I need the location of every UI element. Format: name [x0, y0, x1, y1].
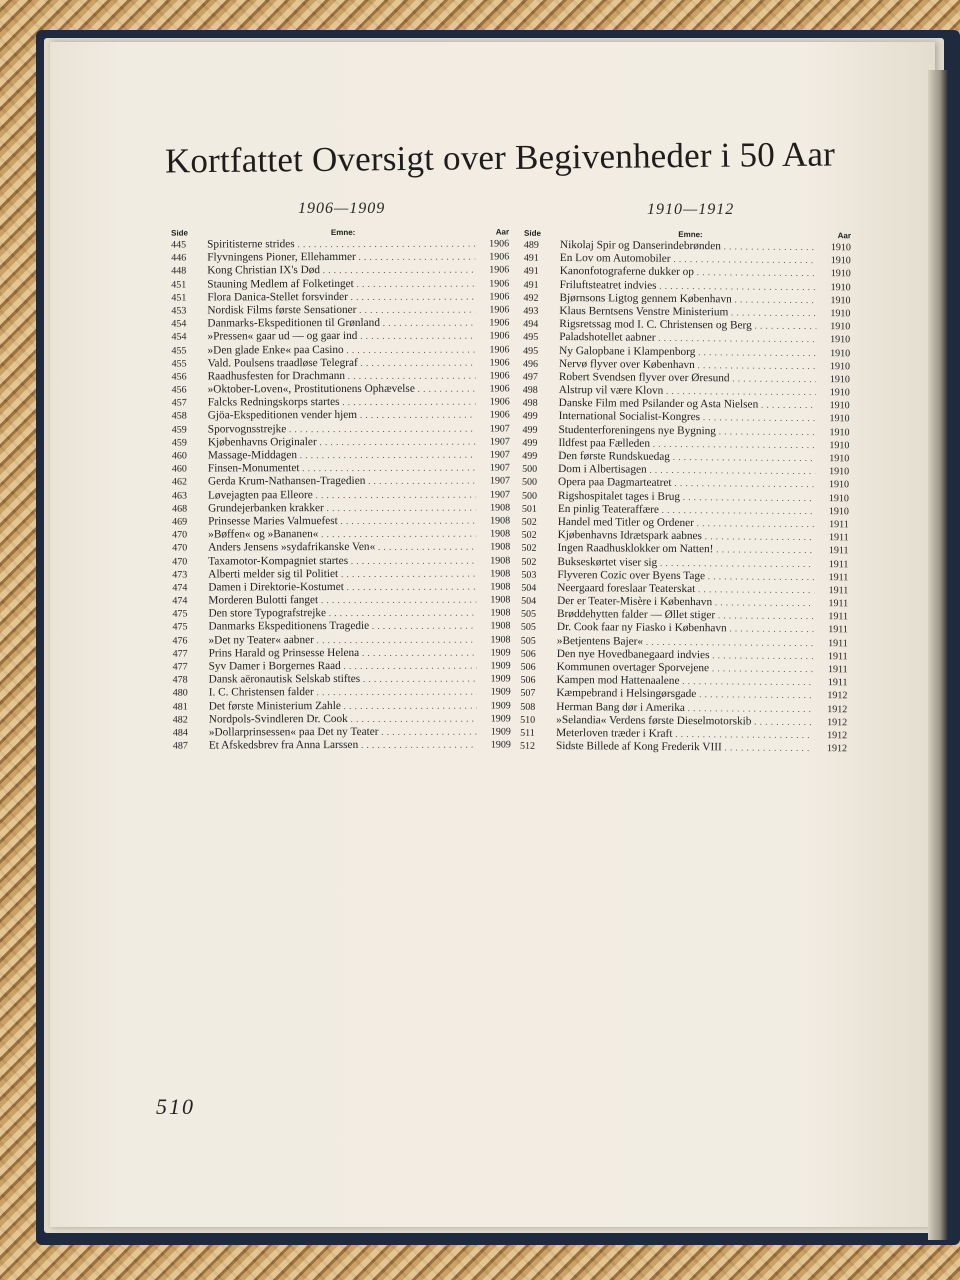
page-ref: 511 — [520, 727, 535, 739]
page-ref: 475 — [172, 621, 188, 634]
year: 1910 — [830, 321, 851, 333]
year: 1910 — [828, 492, 849, 504]
page-ref: 470 — [172, 529, 188, 541]
year: 1912 — [827, 716, 848, 729]
event-title: Handel med Titler og Ordener . . . — [552, 516, 815, 531]
table-row — [173, 659, 511, 673]
year: 1906 — [489, 251, 510, 263]
event-title: Løvejagten paa Elleore . . . — [202, 488, 476, 502]
event-title: »Betjentens Bajer« . . . — [551, 635, 814, 650]
year: 1911 — [828, 637, 848, 649]
year: 1906 — [489, 317, 510, 329]
event-title: Nervø flyver over København . . . — [553, 358, 816, 373]
year: 1907 — [489, 423, 510, 435]
year: 1910 — [830, 242, 851, 254]
event-title: Rigsretssag mod I. C. Christensen og Berg . . . — [553, 318, 816, 333]
page-ref: 460 — [171, 450, 187, 462]
page-ref: 505 — [520, 622, 536, 634]
event-title: Neergaard foreslaar Teaterskat . . . — [551, 582, 814, 597]
page-ref: 475 — [172, 608, 188, 620]
side-header: Side — [523, 228, 541, 238]
event-title: Massage-Middagen . . . — [202, 449, 476, 463]
event-title: Spiritisterne strides . . . — [201, 238, 475, 252]
year: 1906 — [489, 330, 510, 342]
event-title: Dr. Cook faar ny Fiasko i København . . . — [551, 621, 814, 636]
year: 1907 — [489, 436, 510, 448]
page-ref: 508 — [520, 701, 536, 713]
year: 1910 — [829, 413, 850, 425]
year: 1906 — [489, 370, 510, 382]
year: 1909 — [490, 739, 511, 751]
event-title: »Dollarprinsessen« paa Det ny Teater . . . — [203, 725, 477, 739]
event-title: En pinlig Teateraffære . . . — [552, 503, 815, 518]
left-column-header — [171, 227, 509, 237]
year: 1909 — [490, 673, 511, 685]
page-ref: 500 — [521, 490, 538, 502]
page-ref: 502 — [521, 556, 537, 568]
event-title: Ny Galopbane i Klampenborg . . . — [553, 344, 816, 359]
year: 1910 — [830, 294, 851, 307]
year: 1911 — [829, 519, 849, 531]
year: 1908 — [490, 515, 511, 527]
year: 1910 — [830, 255, 851, 267]
year: 1912 — [827, 690, 848, 702]
year: 1906 — [489, 357, 510, 369]
event-title: »Den glade Enke« paa Casino . . . — [201, 343, 475, 357]
year: 1912 — [827, 703, 848, 715]
year: 1910 — [829, 439, 850, 452]
left-column — [171, 227, 511, 752]
event-title: Vald. Poulsens traadløse Telegraf . . . — [202, 356, 476, 370]
event-title: Dom i Albertisagen . . . — [552, 463, 815, 478]
event-title: Det første Ministerium Zahle . . . — [203, 699, 477, 713]
year: 1908 — [490, 594, 511, 606]
page-ref: 504 — [521, 595, 537, 607]
year: 1909 — [490, 647, 511, 659]
event-title: Nordpols-Svindleren Dr. Cook . . . — [203, 712, 477, 726]
year: 1909 — [490, 686, 511, 698]
page-ref: 454 — [171, 331, 187, 343]
page-ref: 505 — [520, 608, 537, 621]
page-ref: 445 — [171, 239, 187, 251]
table-row — [172, 435, 510, 449]
event-title: Sidste Billede af Kong Frederik VIII . . . — [550, 740, 813, 755]
table-row — [171, 330, 509, 344]
year: 1912 — [827, 730, 848, 742]
emne-header: Emne: — [678, 229, 703, 240]
page-ref: 502 — [521, 516, 537, 528]
year: 1910 — [828, 505, 849, 518]
year: 1910 — [829, 360, 851, 372]
event-title: Raadhusfesten for Drachmann . . . — [202, 369, 476, 383]
event-title: Herman Bang dør i Amerika . . . — [550, 701, 813, 716]
event-title: Klaus Berntsens Venstre Ministerium . . . — [553, 305, 816, 320]
event-title: Taxamotor-Kompagniet startes . . . — [202, 554, 476, 568]
year: 1910 — [830, 334, 851, 346]
table-row — [171, 277, 509, 291]
year: 1910 — [829, 479, 850, 491]
page-ref: 494 — [523, 318, 539, 330]
event-title: Opera paa Dagmarteatret . . . — [552, 476, 815, 491]
year: 1911 — [828, 558, 849, 570]
table-row — [520, 740, 847, 756]
table-row — [172, 488, 510, 502]
table-row — [173, 712, 511, 726]
table-row — [172, 620, 510, 634]
table-row — [173, 699, 511, 713]
event-title: Dansk aëronautisk Selskab stiftes . . . — [203, 673, 477, 687]
event-title: Morderen Bulotti fanget . . . — [202, 594, 476, 608]
year: 1908 — [490, 502, 511, 514]
page-ref: 478 — [172, 674, 188, 686]
page-ref: 455 — [171, 345, 187, 357]
year: 1906 — [489, 409, 510, 421]
year: 1910 — [829, 400, 850, 412]
page-ref: 491 — [523, 279, 539, 291]
left-period-heading: 1906—1909 — [298, 200, 386, 217]
table-row — [173, 633, 511, 647]
page-ref: 506 — [520, 648, 536, 660]
page-ref: 489 — [523, 239, 539, 251]
event-title: Bukseskørtet viser sig . . . — [551, 555, 814, 570]
table-row — [172, 514, 510, 528]
event-title: Den første Rundskuedag . . . — [552, 450, 815, 465]
page-ref: 507 — [520, 688, 536, 700]
year: 1911 — [828, 571, 849, 583]
aar-header: Aar — [837, 231, 852, 241]
table-row — [172, 422, 510, 436]
page-ref: 506 — [520, 661, 536, 673]
year: 1908 — [490, 568, 511, 580]
event-title: Friluftsteatret indvies . . . — [554, 279, 817, 294]
year: 1911 — [828, 598, 849, 610]
event-title: Robert Svendsen flyver over Øresund . . . — [553, 371, 816, 386]
table-row — [171, 237, 509, 251]
table-row — [171, 317, 509, 331]
table-row — [173, 739, 511, 753]
event-title: »Bøffen« og »Bananen« . . . — [202, 528, 476, 542]
page-ref: 506 — [520, 674, 536, 687]
page-ref: 473 — [172, 569, 188, 581]
page-ref: 505 — [520, 635, 536, 647]
page-ref: 503 — [521, 569, 537, 581]
event-title: Anders Jensens »sydafrikanske Ven« . . . — [202, 541, 476, 555]
page-ref: 448 — [171, 265, 187, 277]
event-title: Den nye Hovedbanegaard indvies . . . — [551, 648, 814, 663]
page-ref: 482 — [172, 714, 188, 726]
event-title: Gerda Krum-Nathansen-Tragedien . . . — [202, 475, 476, 489]
page-ref: 462 — [171, 476, 187, 488]
table-row — [173, 725, 511, 739]
page-ref: 446 — [171, 252, 187, 264]
event-title: Prins Harald og Prinsesse Helena . . . — [203, 646, 477, 660]
page-ref: 487 — [172, 740, 188, 752]
year: 1908 — [490, 554, 511, 566]
event-title: Sporvognsstrejke . . . — [202, 422, 476, 436]
year: 1906 — [489, 343, 510, 355]
right-period-heading: 1910—1912 — [647, 201, 735, 218]
event-title: Brøddehytten falder — Øllet stiger . . . — [551, 608, 814, 623]
event-title: Gjöa-Ekspeditionen vender hjem . . . — [202, 409, 476, 423]
year: 1908 — [490, 607, 511, 619]
page-ref: 497 — [522, 371, 538, 383]
table-row — [171, 251, 509, 265]
table-row — [172, 567, 510, 581]
event-title: Syv Damer i Borgernes Raad . . . — [203, 660, 477, 674]
year: 1910 — [830, 347, 851, 359]
event-title: Kommunen overtager Sporvejene . . . — [551, 661, 814, 676]
page-ref: 499 — [522, 450, 538, 462]
page-ref: 504 — [521, 582, 537, 594]
event-title: Alberti melder sig til Politiet . . . — [202, 567, 476, 581]
page-ref: 500 — [522, 463, 538, 476]
page-ref: 502 — [521, 543, 537, 555]
page-ref: 492 — [523, 292, 539, 304]
year: 1907 — [489, 488, 511, 501]
event-title: Et Afskedsbrev fra Anna Larssen . . . — [203, 739, 477, 753]
year: 1908 — [490, 528, 511, 540]
aar-header: Aar — [495, 227, 510, 237]
event-title: Nordisk Films første Sensationer . . . — [201, 303, 475, 317]
table-row — [172, 541, 510, 555]
table-row — [171, 264, 509, 278]
event-title: Kæmpebrand i Helsingørsgade . . . — [550, 687, 813, 702]
page-ref: 457 — [171, 397, 187, 409]
year: 1906 — [489, 383, 510, 395]
event-title: En Lov om Automobiler . . . — [554, 252, 817, 267]
year: 1907 — [489, 462, 510, 474]
page-ref: 463 — [171, 490, 188, 502]
page-ref: 455 — [171, 358, 187, 370]
event-title: »Pressen« gaar ud — og gaar ind . . . — [201, 330, 475, 344]
table-row — [172, 448, 510, 462]
year: 1910 — [830, 281, 851, 293]
table-row — [172, 580, 510, 594]
page-ref: 498 — [522, 397, 538, 410]
table-row — [172, 409, 510, 423]
table-row — [173, 646, 511, 660]
table-row — [172, 475, 510, 489]
year: 1906 — [489, 396, 510, 408]
year: 1907 — [489, 449, 510, 461]
book-gutter — [928, 70, 948, 1240]
event-title: Der er Teater-Misère i København . . . — [551, 595, 814, 610]
table-row — [172, 593, 510, 607]
page-ref: 481 — [172, 701, 188, 713]
event-title: Paladshotellet aabner . . . — [553, 331, 816, 346]
page-ref: 469 — [172, 516, 188, 528]
page-ref: 480 — [172, 687, 188, 699]
year: 1906 — [489, 291, 510, 303]
year: 1911 — [828, 585, 849, 597]
table-row — [172, 369, 510, 383]
event-title: Kampen mod Hattenaalene . . . — [550, 674, 813, 689]
table-row — [172, 356, 510, 370]
page-ref: 459 — [171, 437, 187, 449]
year: 1907 — [489, 475, 510, 487]
event-title: Finsen-Monumentet . . . — [202, 462, 476, 476]
page-ref: 500 — [522, 477, 538, 489]
table-row — [172, 554, 510, 568]
year: 1911 — [827, 664, 848, 676]
year: 1908 — [490, 620, 511, 632]
table-row — [171, 290, 509, 304]
year: 1910 — [829, 387, 850, 399]
page-ref: 495 — [523, 332, 539, 344]
event-title: Den store Typografstrejke . . . — [202, 607, 476, 621]
event-title: Nikolaj Spir og Danserindebrønden . . . — [554, 239, 817, 254]
year: 1911 — [828, 650, 848, 663]
page-ref: 477 — [172, 661, 188, 673]
year: 1911 — [828, 624, 848, 636]
year: 1909 — [490, 726, 511, 738]
page-ref: 499 — [522, 424, 538, 436]
year: 1906 — [489, 277, 510, 290]
page-ref: 495 — [523, 345, 539, 357]
year: 1910 — [829, 466, 850, 478]
page-ref: 460 — [171, 463, 187, 475]
page-ref: 499 — [522, 411, 538, 423]
event-title: Damen i Direktorie-Kostumet . . . — [202, 580, 476, 594]
event-title: Ildfest paa Fælleden . . . — [552, 437, 815, 452]
page-ref: 501 — [521, 503, 537, 515]
event-title: I. C. Christensen falder . . . — [203, 686, 477, 700]
left-rows — [171, 237, 511, 752]
year: 1911 — [827, 677, 848, 689]
page-ref: 470 — [172, 542, 188, 554]
page-ref: 499 — [522, 437, 538, 449]
year: 1909 — [490, 660, 511, 672]
page-ref: 477 — [172, 648, 188, 660]
year: 1910 — [829, 374, 850, 386]
page-ref: 456 — [171, 384, 187, 396]
page-ref: 470 — [172, 556, 188, 568]
year: 1910 — [830, 308, 851, 320]
table-row — [172, 396, 510, 410]
year: 1912 — [826, 743, 848, 755]
page-ref: 491 — [523, 266, 539, 278]
page-ref: 484 — [172, 727, 188, 739]
event-title: Danmarks Ekspeditionens Tragedie . . . — [202, 620, 476, 634]
table-row — [173, 686, 511, 700]
year: 1908 — [490, 541, 511, 553]
table-row — [172, 607, 510, 621]
year: 1906 — [489, 304, 510, 316]
year: 1906 — [489, 264, 510, 276]
event-title: Kong Christian IX's Død . . . — [201, 264, 475, 278]
event-title: Danmarks-Ekspeditionen til Grønland . . . — [201, 317, 475, 331]
page-ref: 456 — [171, 371, 187, 383]
event-title: Kjøbenhavns Originaler . . . — [202, 435, 476, 449]
table-row — [172, 501, 510, 515]
event-title: Grundejerbanken krakker . . . — [202, 501, 476, 515]
table-row — [172, 462, 510, 476]
year: 1909 — [490, 699, 511, 712]
event-title: Ingen Raadhusklokker om Natten! . . . — [551, 542, 814, 557]
page-ref: 502 — [521, 529, 537, 541]
emne-header: Emne: — [330, 227, 356, 238]
page-title: Kortfattet Oversigt over Begivenheder i 50 Aar — [164, 134, 836, 181]
event-title: Kanonfotograferne dukker op . . . — [554, 265, 817, 280]
year: 1911 — [828, 611, 849, 623]
page-ref: 474 — [172, 582, 188, 594]
page-ref: 468 — [172, 503, 188, 515]
page-ref: 451 — [171, 292, 187, 304]
event-title: »Selandia« Verdens første Dieselmotorskib . . . — [550, 714, 813, 729]
page-ref: 453 — [171, 305, 187, 317]
page-number: 510 — [156, 1094, 195, 1119]
right-column — [520, 229, 851, 756]
table-row — [171, 343, 509, 357]
year: 1908 — [490, 581, 511, 593]
table-row — [171, 303, 509, 317]
page-ref: 454 — [171, 318, 187, 330]
page-ref: 491 — [523, 252, 539, 265]
table-row — [172, 382, 510, 396]
event-title: Flora Danica-Stellet forsvinder . . . — [201, 290, 475, 304]
page-ref: 476 — [172, 635, 188, 647]
event-title: International Socialist-Kongres . . . — [553, 410, 816, 425]
event-title: Stauning Medlem af Folketinget . . . — [201, 277, 475, 291]
page-ref: 496 — [522, 358, 539, 370]
page-ref: 474 — [172, 595, 188, 607]
event-title: Flyveren Cozic over Byens Tage . . . — [551, 569, 814, 584]
table-row — [172, 528, 510, 542]
page-ref: 459 — [171, 424, 187, 436]
year: 1908 — [490, 634, 511, 646]
event-title: »Oktober-Loven«, Prostitutionens Ophævelse . . . — [202, 383, 476, 397]
event-title: Danske Film med Psilander og Asta Nielsen . . . — [553, 397, 816, 412]
year: 1910 — [829, 453, 850, 465]
event-title: Kjøbenhavns Idrætspark aabnes . . . — [552, 529, 815, 544]
year: 1910 — [829, 426, 850, 438]
event-title: Falcks Redningskorps startes . . . — [202, 396, 476, 410]
year: 1911 — [828, 532, 849, 544]
year: 1911 — [828, 545, 849, 557]
year: 1909 — [490, 713, 511, 725]
year: 1910 — [830, 268, 851, 280]
page-ref: 498 — [522, 384, 538, 396]
event-title: Prinsesse Maries Valmuefest . . . — [202, 514, 476, 528]
event-title: Rigshospitalet tages i Brug . . . — [552, 490, 815, 505]
page-ref: 512 — [519, 740, 536, 752]
event-title: Flyvningens Pioner, Ellehammer . . . — [201, 251, 475, 265]
side-header: Side — [171, 228, 189, 238]
event-title: Studenterforeningens nye Bygning . . . — [552, 424, 815, 439]
right-rows — [520, 239, 851, 756]
page-ref: 451 — [171, 279, 187, 291]
page-ref: 510 — [520, 714, 536, 726]
event-title: »Det ny Teater« aabner . . . — [203, 633, 477, 647]
page-ref: 493 — [523, 305, 539, 317]
table-row — [173, 673, 511, 687]
event-title: Alstrup vil være Klovn . . . — [553, 384, 816, 399]
year: 1906 — [489, 238, 510, 250]
event-title: Bjørnsons Ligtog gennem København . . . — [553, 292, 816, 307]
event-title: Meterloven træder i Kraft . . . — [550, 727, 813, 742]
page-ref: 458 — [171, 410, 187, 423]
